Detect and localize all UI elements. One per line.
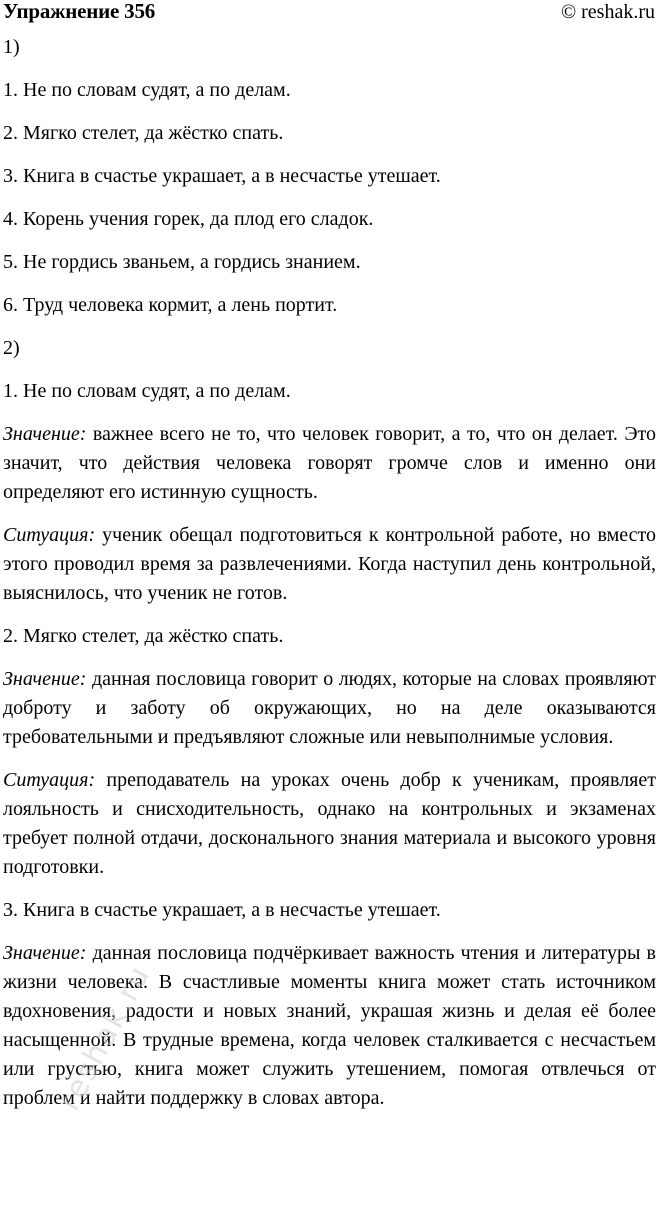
proverb-list-item: 2. Мягко стелет, да жёстко спать. bbox=[3, 122, 284, 144]
situation-label: Ситуация: bbox=[3, 769, 96, 791]
situation-paragraph bbox=[3, 521, 656, 608]
part-1-section bbox=[3, 33, 656, 320]
meaning-label: Значение: bbox=[3, 423, 87, 445]
part-2-label: 2) bbox=[3, 337, 20, 359]
meaning-label: Значение: bbox=[3, 668, 87, 690]
proverb-heading: 3. Книга в счастье украшает, а в несчастье утешает. bbox=[3, 899, 441, 921]
meaning-text: важнее всего не то, что человек говорит, а то, что он делает. Это значит, что действия человека говорят громче слов и именно они определяют его истинную сущность. bbox=[3, 423, 657, 503]
situation-label: Ситуация: bbox=[3, 524, 96, 546]
proverb-list-item: 3. Книга в счастье украшает, а в несчастье утешает. bbox=[3, 165, 441, 187]
watermark: reshak.ru bbox=[52, 959, 158, 1117]
meaning-text: данная пословица подчёркивает важность чтения и литературы в жизни человека. В счастливые моменты книга может стать источником вдохновения, радости и новых знаний, украшая жизнь и делая её более насыщенной. В трудные времена, когда человек сталкивается с несчастьем или грустью, книга может служить утешением, помогая отвлечься от проблем и найти поддержку в словах автора. bbox=[3, 942, 657, 1109]
meaning-paragraph bbox=[3, 420, 656, 507]
proverb-list-item: 6. Труд человека кормит, а лень портит. bbox=[3, 294, 338, 316]
proverb-list-item: 4. Корень учения горек, да плод его сладок. bbox=[3, 208, 374, 230]
exercise-title: Упражнение 356 bbox=[3, 0, 156, 23]
meaning-paragraph bbox=[3, 665, 656, 752]
situation-text: ученик обещал подготовиться к контрольной работе, но вместо этого проводил время за развлечениями. Когда наступил день контрольной, выяснилось, что ученик не готов. bbox=[3, 524, 657, 604]
meaning-label: Значение: bbox=[3, 942, 87, 964]
situation-text: преподаватель на уроках очень добр к ученикам, проявляет лояльность и снисходительность, однако на контрольных и экзаменах требует полной отдачи, досконального знания материала и высокого уровня подготовки. bbox=[3, 769, 656, 878]
meaning-text: данная пословица говорит о людях, которые на словах проявляют доброту и заботу об окружающих, но на деле оказываются требовательными и предъявляют сложные или невыполнимые условия. bbox=[3, 668, 657, 748]
part-2-section bbox=[3, 334, 656, 1113]
page-header bbox=[3, 0, 656, 23]
proverb-heading: 1. Не по словам судят, а по делам. bbox=[3, 380, 291, 402]
copyright-text: © reshak.ru bbox=[560, 1, 655, 23]
proverb-heading: 2. Мягко стелет, да жёстко спать. bbox=[3, 625, 284, 647]
proverb-list-item: 1. Не по словам судят, а по делам. bbox=[3, 79, 291, 101]
situation-paragraph bbox=[3, 766, 656, 882]
part-1-label: 1) bbox=[3, 36, 20, 58]
proverb-list-item: 5. Не гордись званьем, а гордись знанием. bbox=[3, 251, 361, 273]
